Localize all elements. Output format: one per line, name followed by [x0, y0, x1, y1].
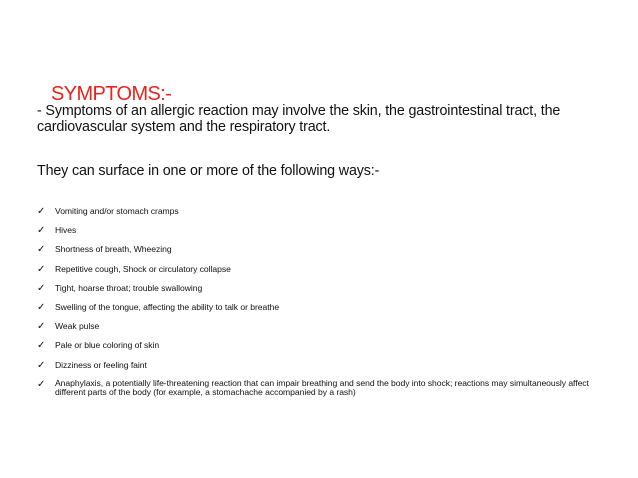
check-icon: ✓ — [37, 301, 46, 313]
list-item — [37, 283, 597, 293]
intro-text: - Symptoms of an allergic reaction may involve the skin, the gastrointestinal tract, the cardiovascular system and the respiratory tract. — [37, 103, 561, 135]
list-item-text: Tight, hoarse throat; trouble swallowing — [55, 282, 203, 293]
list-item — [37, 321, 597, 331]
check-icon: ✓ — [37, 359, 46, 371]
list-item — [37, 264, 597, 274]
list-item-text: Pale or blue coloring of skin — [55, 340, 160, 351]
list-item — [37, 360, 597, 370]
check-icon: ✓ — [37, 225, 46, 237]
check-icon: ✓ — [37, 244, 46, 256]
list-item-text: Shortness of breath, Wheezing — [55, 244, 172, 255]
list-item — [37, 302, 597, 312]
check-icon: ✓ — [37, 206, 46, 217]
check-icon: ✓ — [37, 321, 46, 333]
check-icon: ✓ — [37, 378, 46, 390]
list-item — [37, 244, 597, 254]
list-item-text: Repetitive cough, Shock or circulatory collapse — [55, 263, 231, 274]
check-icon: ✓ — [37, 282, 46, 294]
list-item-text: Anaphylaxis, a potentially life-threatening reaction that can impair breathing and send the body into shock; reactions may simultaneously affect different parts of the body (for example, a stomachache accompanied by a rash) — [55, 377, 589, 398]
list-item — [37, 206, 597, 216]
list-item-text: Hives — [55, 225, 77, 236]
list-item-text: Vomiting and/or stomach cramps — [55, 206, 179, 216]
check-icon: ✓ — [37, 340, 46, 352]
symptom-list — [37, 206, 597, 407]
list-item-text: Swelling of the tongue, affecting the ability to talk or breathe — [55, 301, 280, 312]
list-item — [37, 340, 597, 350]
list-item-text: Weak pulse — [55, 321, 100, 332]
check-icon: ✓ — [37, 263, 46, 275]
list-item-text: Dizziness or feeling faint — [55, 359, 147, 370]
list-item — [37, 225, 597, 235]
slide-title: SYMPTOMS:- — [51, 83, 172, 105]
lead-text: They can surface in one or more of the following ways:- — [37, 163, 380, 179]
list-item — [37, 379, 597, 398]
